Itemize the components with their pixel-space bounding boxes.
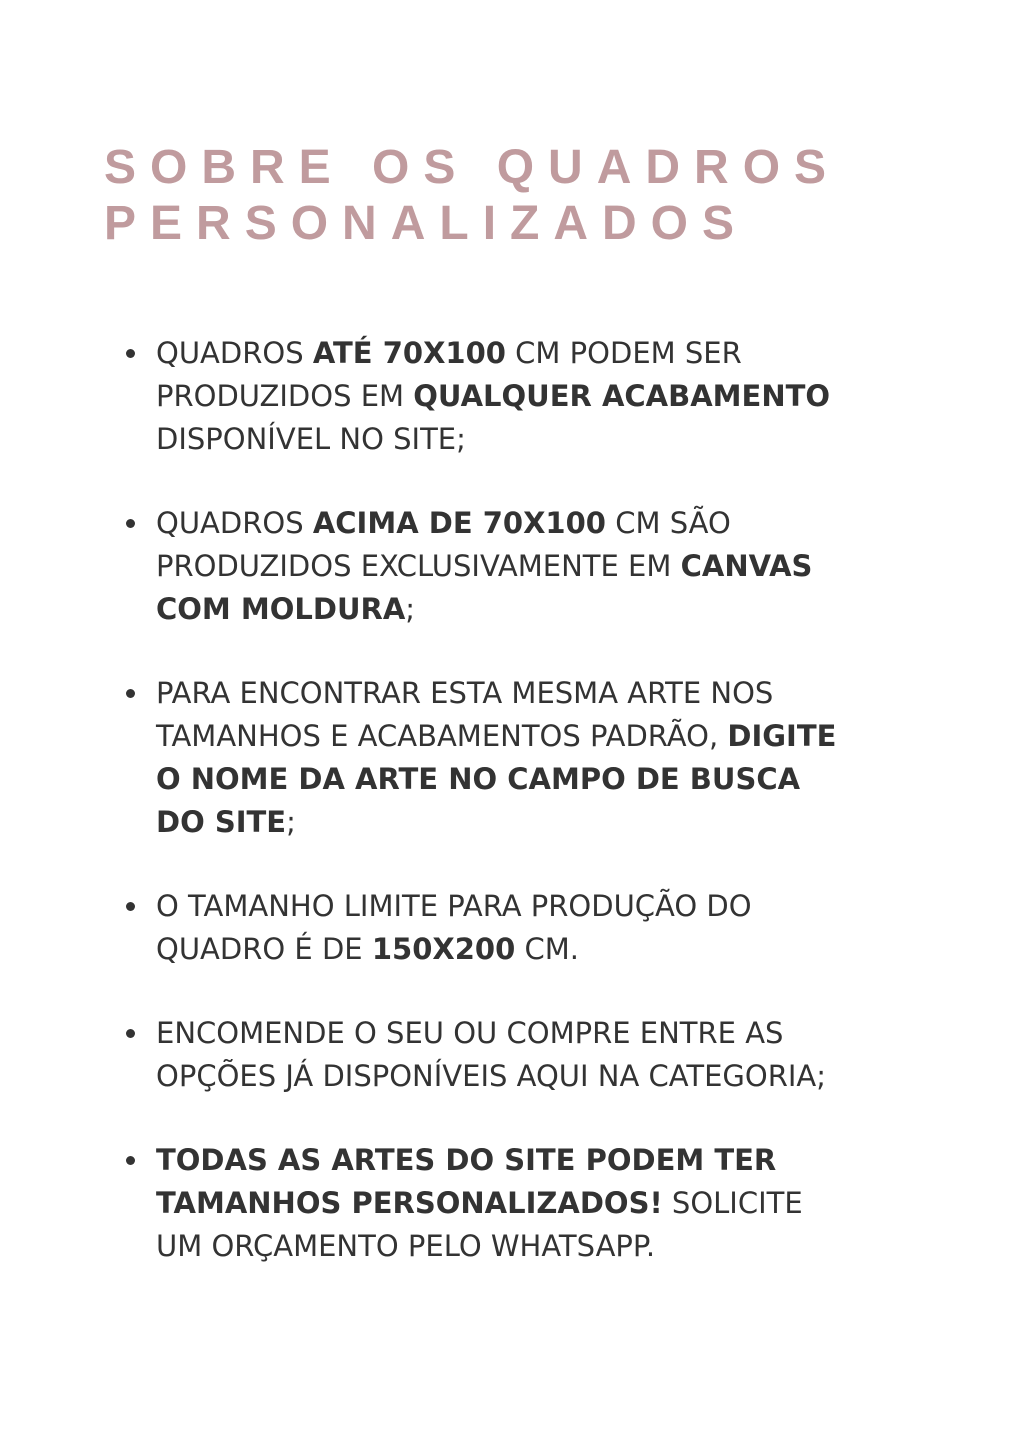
bullet-icon bbox=[126, 689, 135, 698]
item-text: CM PODEM SER PRODUZIDOS EM bbox=[156, 336, 742, 413]
item-text: ; bbox=[405, 592, 416, 626]
item-text: CM. bbox=[515, 932, 579, 966]
list-item bbox=[120, 1139, 840, 1268]
item-text: PARA ENCONTRAR ESTA MESMA ARTE NOS TAMANHOS E ACABAMENTOS PADRÃO, bbox=[156, 676, 774, 753]
item-bold-text: ACIMA DE 70X100 bbox=[312, 506, 606, 540]
item-text: QUADROS bbox=[156, 336, 313, 370]
page-title bbox=[104, 140, 840, 252]
bullet-icon bbox=[126, 349, 135, 358]
item-bold-text: DIGITE O NOME DA ARTE NO CAMPO DE BUSCA DO SITE bbox=[156, 719, 837, 839]
list-item bbox=[120, 1012, 840, 1098]
info-list bbox=[120, 332, 840, 1309]
list-item bbox=[120, 332, 840, 461]
list-item bbox=[120, 885, 840, 971]
bullet-icon bbox=[126, 902, 135, 911]
item-text: ; bbox=[286, 805, 296, 839]
bullet-icon bbox=[126, 1156, 135, 1165]
page-title-line-2: PERSONALIZADOS bbox=[104, 197, 749, 250]
item-text: ENCOMENDE O SEU OU COMPRE ENTRE AS OPÇÕES JÁ DISPONÍVEIS AQUI NA CATEGORIA; bbox=[156, 1016, 827, 1093]
item-bold-text: CANVAS COM MOLDURA bbox=[156, 549, 813, 626]
item-text: CM SÃO PRODUZIDOS EXCLUSIVAMENTE EM bbox=[156, 506, 731, 583]
item-bold-text: TODAS AS ARTES DO SITE PODEM TER TAMANHOS PERSONALIZADOS! bbox=[156, 1143, 777, 1220]
item-bold-text: 150X200 bbox=[371, 932, 516, 966]
bullet-icon bbox=[126, 519, 135, 528]
list-item bbox=[120, 502, 840, 631]
item-text: DISPONÍVEL NO SITE; bbox=[156, 422, 466, 456]
item-text: QUADROS bbox=[156, 506, 313, 540]
bullet-icon bbox=[126, 1029, 135, 1038]
item-bold-text: ATÉ 70X100 bbox=[312, 336, 506, 370]
item-bold-text: QUALQUER ACABAMENTO bbox=[413, 379, 831, 413]
list-item bbox=[120, 672, 840, 844]
item-text: O TAMANHO LIMITE PARA PRODUÇÃO DO QUADRO É DE bbox=[156, 889, 752, 966]
page-title-line-1: SOBRE OS QUADROS bbox=[104, 141, 841, 194]
item-text: SOLICITE UM ORÇAMENTO PELO WHATSAPP. bbox=[156, 1186, 803, 1263]
